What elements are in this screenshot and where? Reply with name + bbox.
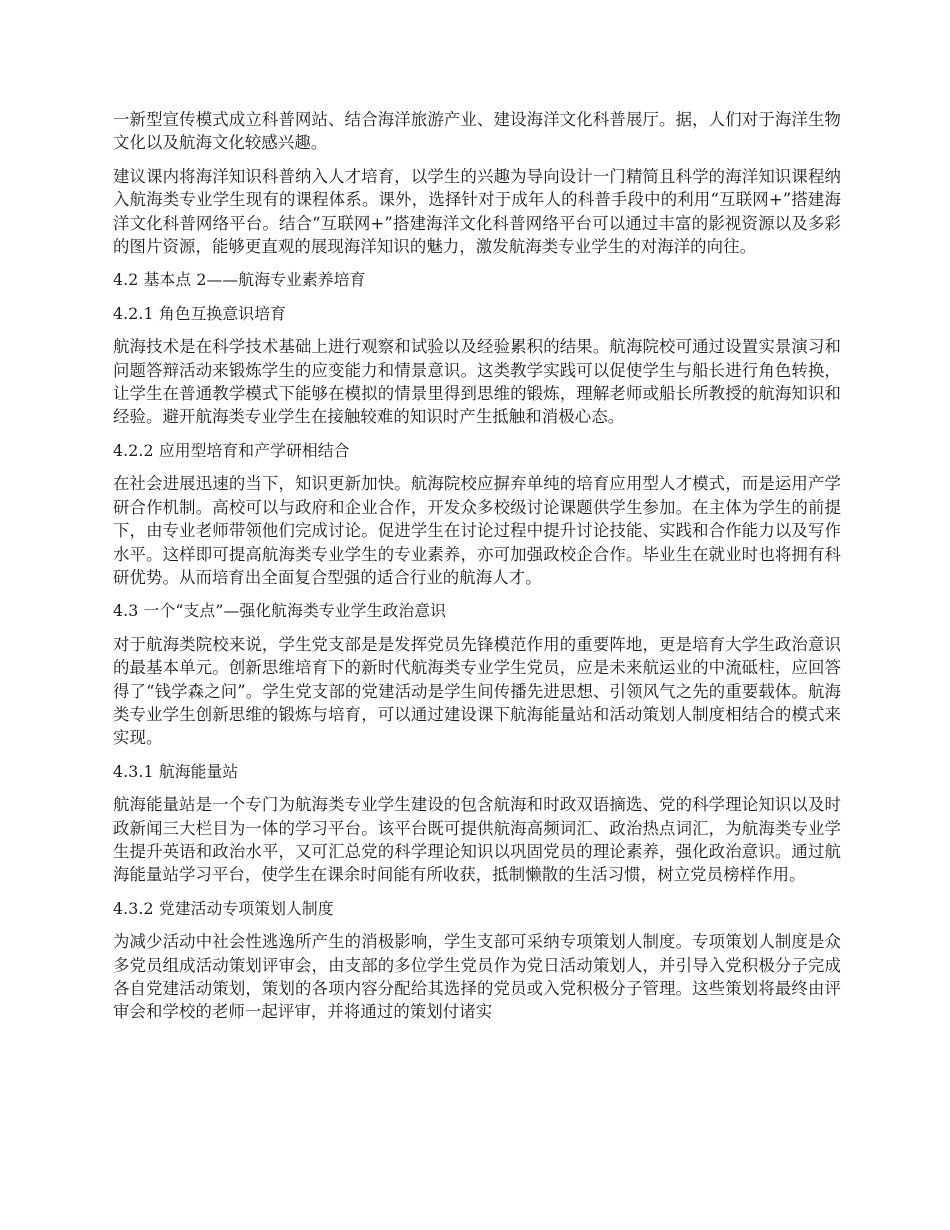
paragraph-planner-system: 为减少活动中社会性逃逸所产生的消极影响，学生支部可采纳专项策划人制度。专项策划人制度是众多党员组成活动策划评审会，由支部的多位学生党员作为党日活动策划人，并引导入党积极分子完成各自党建活动策划，策划的各项内容分配给其选择的党员或入党积极分子管理。这些策划将最终由评审会和学校的老师一起评审，并将通过的策划付诸实 bbox=[113, 932, 841, 1022]
paragraph-industry-research: 在社会进展迅速的当下，知识更新加快。航海院校应摒弃单纯的培育应用型人才模式，而是运用产学研合作机制。高校可以与政府和企业合作，开发众多校级讨论课题供学生参加。在主体为学生的前提下，由专业老师带领他们完成讨论。促进学生在讨论过程中提升讨论技能、实践和合作能力以及写作水平。这样即可提高航海类专业学生的专业素养，亦可加强政校企合作。毕业生在就业时也将拥有科研优势。从而培育出全面复合型强的适合行业的航海人才。 bbox=[113, 474, 841, 587]
paragraph-role-exchange: 航海技术是在科学技术基础上进行观察和试验以及经验累积的结果。航海院校可通过设置实景演习和问题答辩活动来锻炼学生的应变能力和情景意识。这类教学实践可以促使学生与船长进行角色转换，让学生在普通教学模式下能够在模拟的情景里得到思维的锻炼，理解老师或船长所教授的航海知识和经验。避开航海类专业学生在接触较难的知识时产生抵触和消极心态。 bbox=[113, 337, 841, 427]
paragraph-course-suggestion: 建议课内将海洋知识科普纳入人才培育，以学生的兴趣为导向设计一门精简且科学的海洋知识课程纳入航海类专业学生现有的课程体系。课外，选择针对于成年人的科普手段中的利用“互联网+”搭建海洋文化科普网络平台。结合“互联网+”搭建海洋文化科普网络平台可以通过丰富的影视资源以及多彩的图片资源，能够更直观的展现海洋知识的魅力，激发航海类专业学生的对海洋的向往。 bbox=[113, 166, 841, 257]
document-page bbox=[113, 108, 841, 1034]
section-heading-4-2-2: 4.2.2 应用型培育和产学研相结合 bbox=[113, 440, 350, 460]
paragraph-energy-station: 航海能量站是一个专门为航海类专业学生建设的包含航海和时政双语摘选、党的科学理论知识以及时政新闻三大栏目为一体的学习平台。该平台既可提供航海高频词汇、政治热点词汇，为航海类专业学生提升英语和政治水平，又可汇总党的科学理论知识以巩固党员的理论素养，强化政治意识。通过航海能量站学习平台，使学生在课余时间能有所收获，抵制懒散的生活习惯，树立党员榜样作用。 bbox=[113, 795, 841, 885]
paragraph-party-branch: 对于航海类院校来说，学生党支部是是发挥党员先锋模范作用的重要阵地，更是培育大学生政治意识的最基本单元。创新思维培育下的新时代航海类专业学生党员，应是未来航运业的中流砥柱，应回答得了“钱学森之问”。学生党支部的党建活动是学生间传播先进思想、引领风气之先的重要载体。航海类专业学生创新思维的锻炼与培育，可以通过建设课下航海能量站和活动策划人制度相结合的模式来实现。 bbox=[113, 634, 841, 748]
section-heading-4-2: 4.2 基本点 2——航海专业素养培育 bbox=[113, 270, 366, 290]
section-heading-4-3-1: 4.3.1 航海能量站 bbox=[113, 761, 239, 781]
paragraph-intro-continued: 一新型宣传模式成立科普网站、结合海洋旅游产业、建设海洋文化科普展厅。据，人们对于海洋生物文化以及航海文化较感兴趣。 bbox=[113, 110, 841, 153]
section-heading-4-3: 4.3 一个“支点”—强化航海类专业学生政治意识 bbox=[113, 601, 447, 621]
section-heading-4-3-2: 4.3.2 党建活动专项策划人制度 bbox=[113, 898, 334, 918]
section-heading-4-2-1: 4.2.1 角色互换意识培育 bbox=[113, 303, 286, 323]
